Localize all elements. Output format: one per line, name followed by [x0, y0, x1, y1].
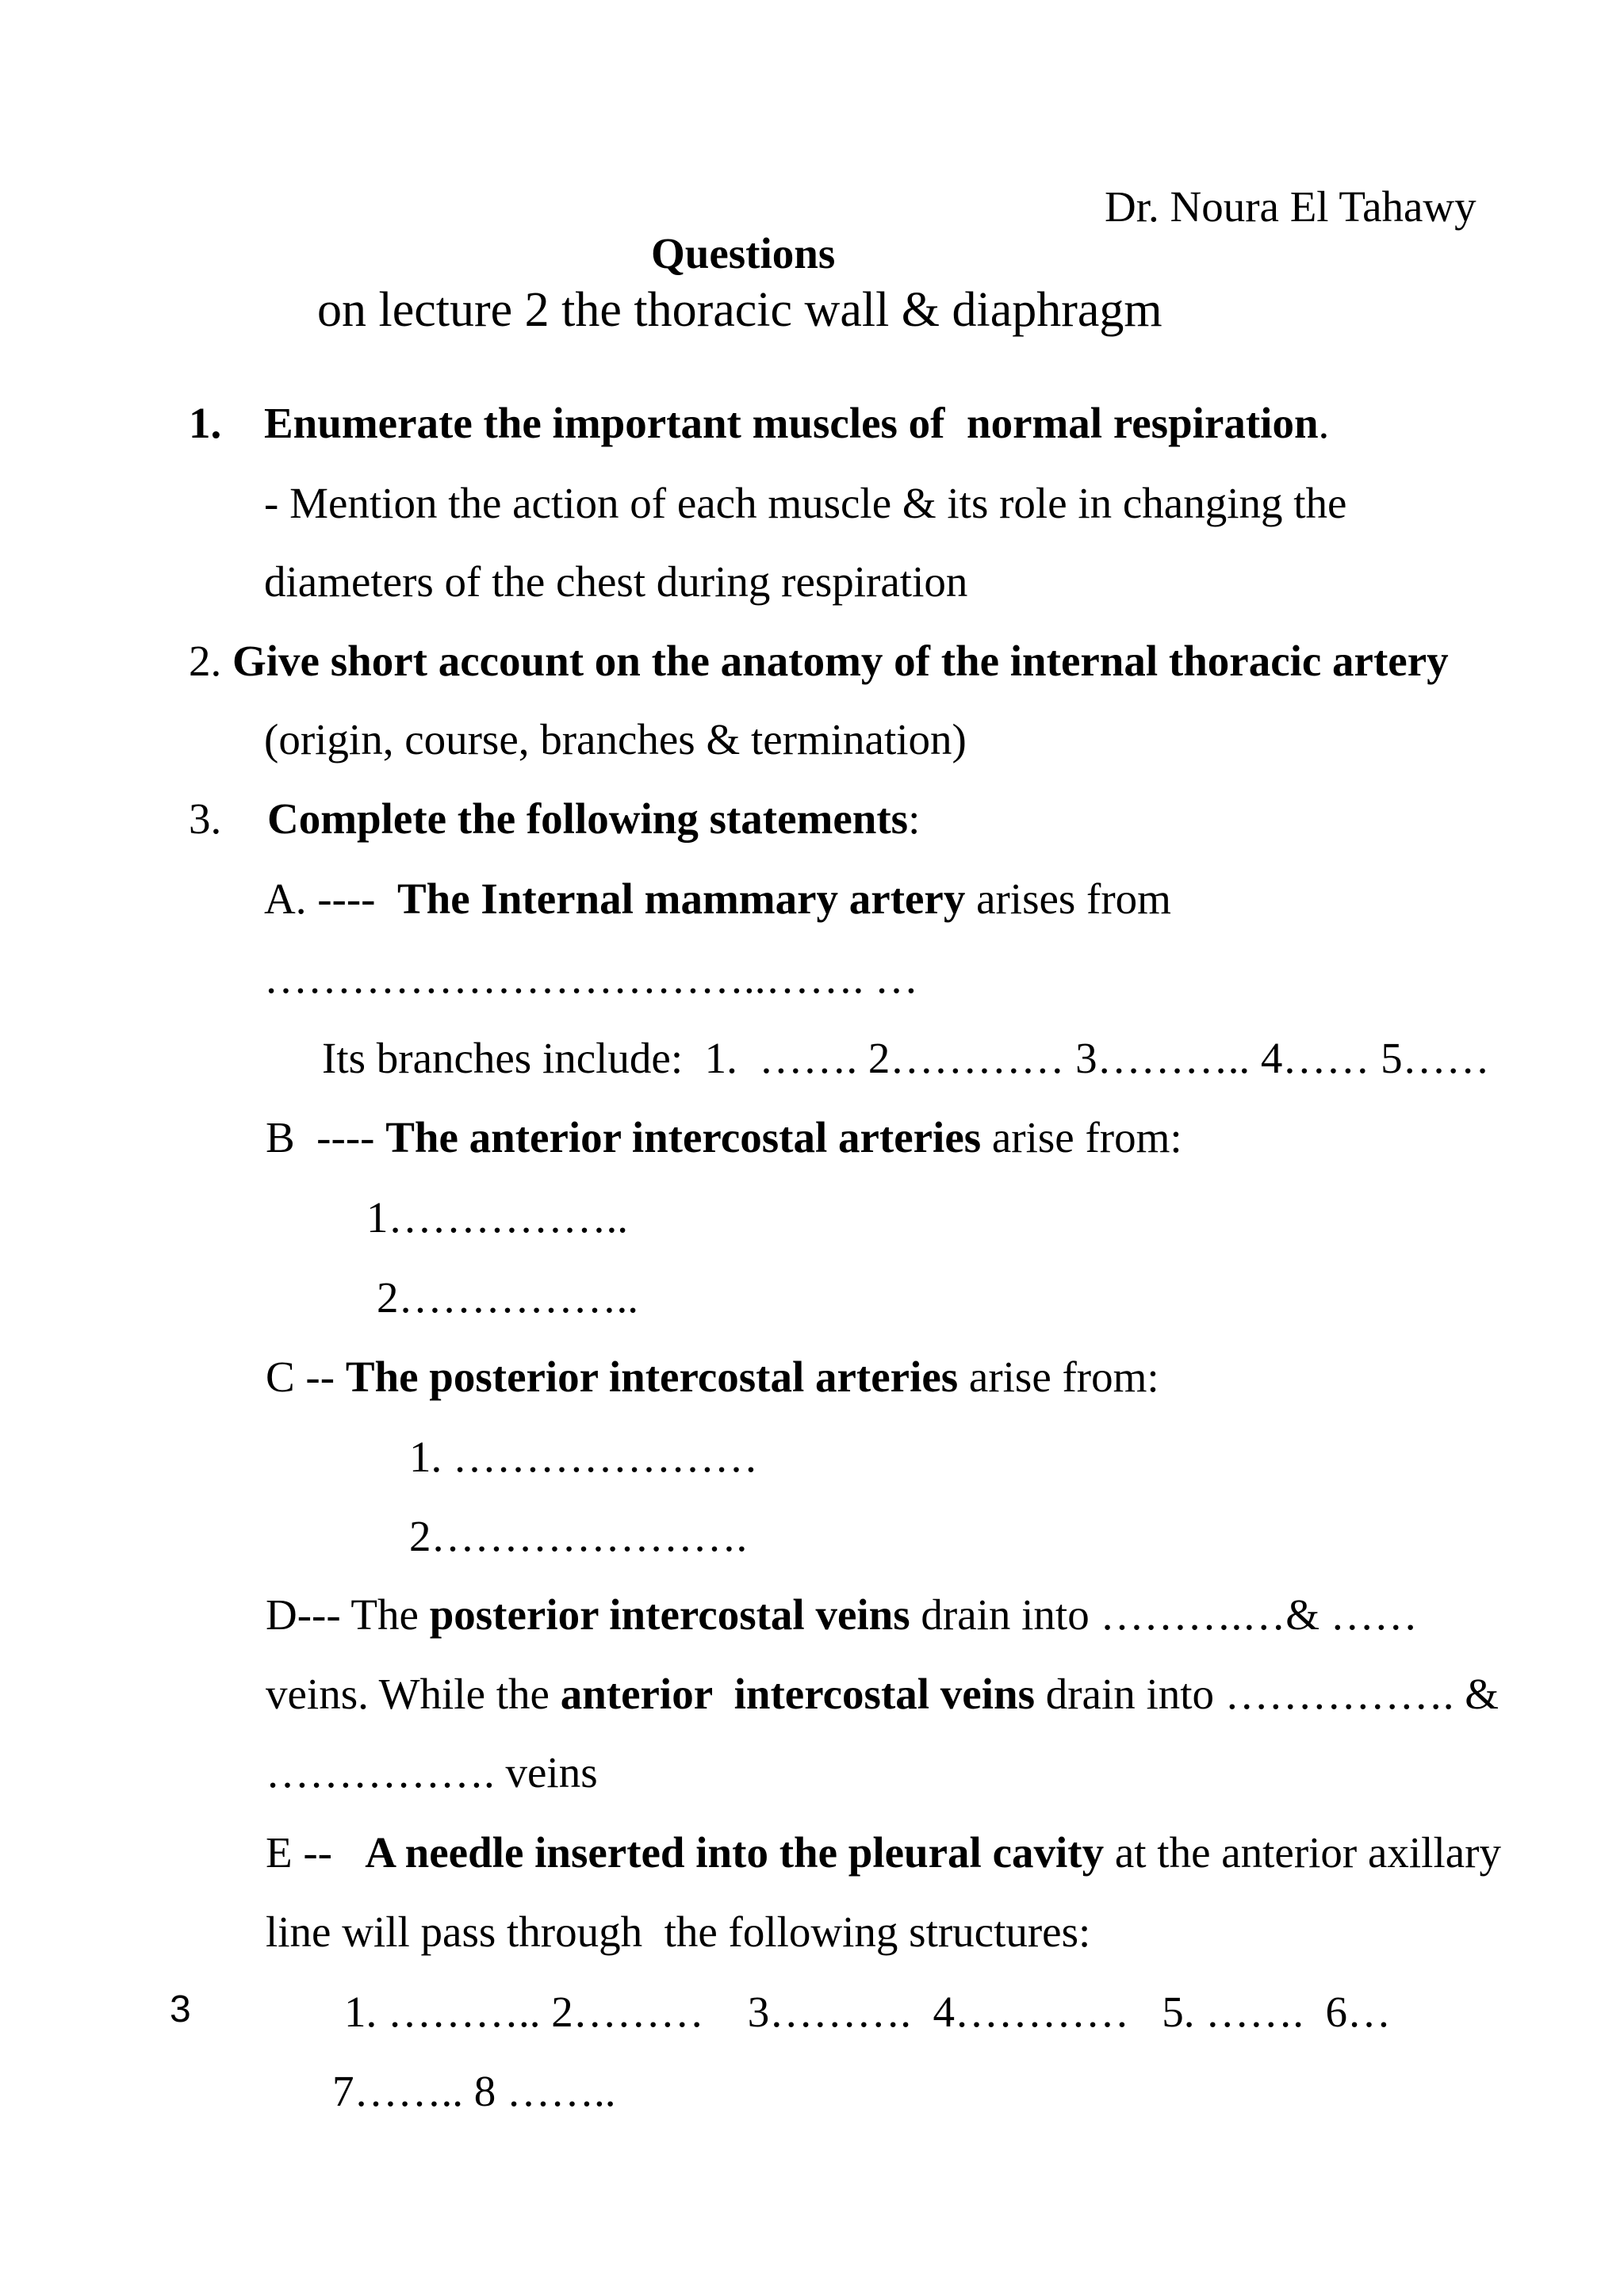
statement-c-lead: C --: [266, 1353, 346, 1401]
statement-a-branches: Its branches include: 1. ……. 2………… 3……….. 4…… 5……: [322, 1034, 1490, 1082]
statement-d-rest-2: drain into ……………. &: [1034, 1670, 1500, 1718]
statement-a-blank-line: ……………………………..……. …: [264, 954, 918, 1002]
question-1-number: 1.: [189, 399, 222, 447]
statement-d-lead-2: veins. While the: [266, 1670, 561, 1718]
question-2-prompt-line: [189, 635, 1449, 687]
statement-a-line: [264, 873, 1171, 925]
statement-a-lead: A. ----: [264, 874, 397, 923]
statement-d-rest-1: drain into ……….…& ……: [910, 1590, 1418, 1639]
statement-a-predicate: arises from: [965, 874, 1171, 923]
question-1-prompt: Enumerate the important muscles of normal respiration: [264, 399, 1319, 447]
question-3-prompt-end: :: [908, 794, 921, 843]
statement-d-subject-posterior: posterior intercostal veins: [429, 1590, 910, 1639]
statement-c-subject: The posterior intercostal arteries: [345, 1353, 959, 1401]
statement-d-line-2: [266, 1668, 1499, 1720]
statement-b-line: [266, 1112, 1182, 1164]
statement-c-item: 1. …………………: [409, 1433, 758, 1481]
statement-e-line-4: 7…….. 8 ……..: [332, 2067, 616, 2115]
question-1-instruction-line-2: diameters of the chest during respiration: [264, 557, 968, 606]
statement-e-line-1: [266, 1827, 1501, 1879]
question-3-number: 3.: [189, 794, 222, 843]
question-1-instruction-line-1: - Mention the action of each muscle & its role in changing the: [264, 479, 1347, 527]
statement-b-item: 2……………..: [377, 1273, 638, 1322]
author-name: Dr. Noura El Tahawy: [1105, 182, 1477, 231]
statement-c-item: 2………………….: [409, 1512, 748, 1560]
statement-e-lead: E --: [266, 1828, 366, 1877]
statement-c-line: [266, 1351, 1159, 1403]
page-title: Questions: [651, 229, 836, 277]
statement-e-line-2: line will pass through the following structures:: [266, 1908, 1091, 1956]
statement-d-subject-anterior: anterior intercostal veins: [560, 1670, 1035, 1718]
question-2-detail: (origin, course, branches & termination): [264, 715, 967, 763]
statement-e-subject: A needle inserted into the pleural cavity: [365, 1828, 1105, 1877]
question-2-number: 2.: [189, 637, 232, 685]
statement-d-lead: D--- The: [266, 1590, 430, 1639]
question-2-prompt: Give short account on the anatomy of the internal thoracic artery: [232, 637, 1449, 685]
statement-b-lead: B ----: [266, 1113, 386, 1161]
question-3-prompt-line: [267, 793, 920, 845]
statement-c-predicate: arise from:: [958, 1353, 1159, 1401]
question-1-prompt-end: .: [1318, 399, 1330, 447]
statement-e-line-3: 1. ……….. 2……… 3………. 4………… 5. ……. 6…: [344, 1988, 1391, 2036]
statement-b-item: 1……………..: [366, 1193, 628, 1242]
statement-b-subject: The anterior intercostal arteries: [385, 1113, 982, 1161]
statement-e-predicate: at the anterior axillary: [1104, 1828, 1501, 1877]
question-3-prompt: Complete the following statements: [267, 794, 909, 843]
page-subtitle: on lecture 2 the thoracic wall & diaphragm: [317, 283, 1162, 337]
statement-a-subject: The Internal mammary artery: [396, 874, 966, 923]
statement-b-predicate: arise from:: [981, 1113, 1182, 1161]
statement-d-line-1: [266, 1589, 1418, 1641]
statement-d-line-3: ……………. veins: [266, 1748, 598, 1797]
question-1-prompt-line: [264, 397, 1329, 450]
page-number: 3: [170, 1988, 191, 2030]
